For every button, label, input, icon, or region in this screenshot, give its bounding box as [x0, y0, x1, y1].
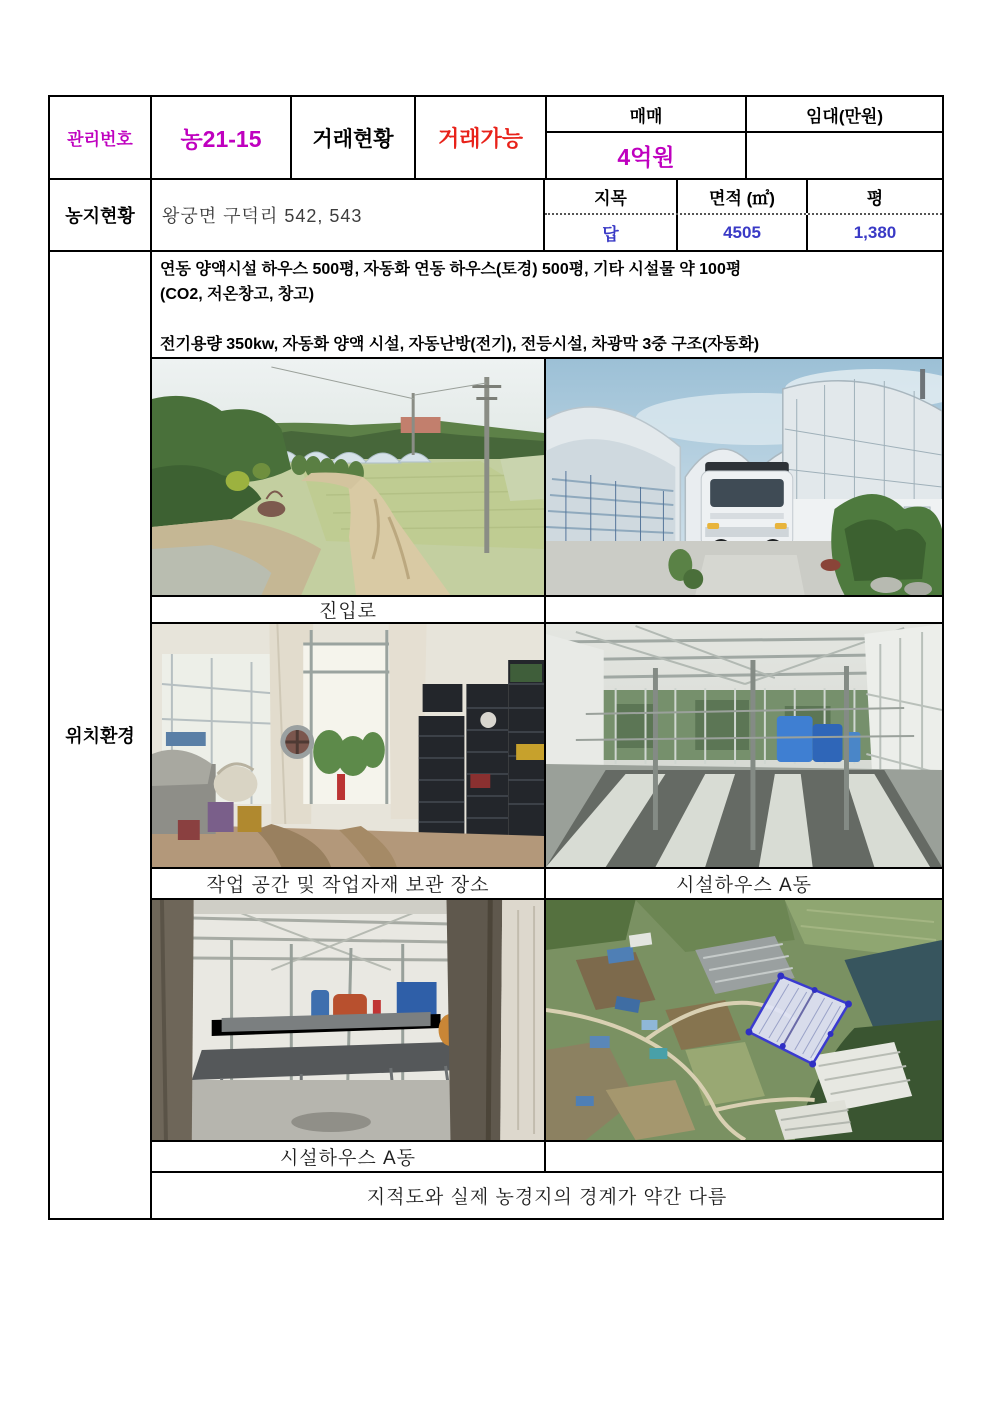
facility-description — [152, 252, 942, 359]
description-line-3: 전기용량 350kw, 자동화 양액 시설, 자동난방(전기), 전등시설, 차광막 3중 구조(자동화) — [160, 336, 760, 353]
header-row — [50, 97, 942, 180]
sale-label: 매매 — [547, 97, 747, 131]
land-area-header: 면적 (㎡) — [678, 180, 808, 213]
price-grid — [547, 97, 942, 178]
farmland-label: 농지현황 — [50, 180, 152, 250]
caption-row3-right-empty — [546, 1142, 942, 1171]
photo-greenhouse-a-interior — [546, 624, 942, 867]
lease-label: 임대(만원) — [805, 106, 883, 126]
listing-sheet — [48, 95, 944, 1220]
sale-price-value: 4억원 — [547, 133, 747, 178]
photo-row-3 — [152, 900, 942, 1140]
farmland-address: 왕궁면 구덕리 542, 543 — [152, 180, 545, 250]
photo-access-road — [152, 359, 546, 595]
lease-price-value — [747, 133, 942, 178]
caption-row1-right-empty — [546, 597, 942, 622]
photo-work-storage-space — [152, 624, 546, 867]
land-pyeong-header: 평 — [866, 189, 884, 208]
caption-row-2 — [152, 867, 942, 900]
land-detail-grid — [545, 180, 942, 250]
management-no-label: 관리번호 — [50, 97, 152, 178]
photo-row-1 — [152, 359, 942, 595]
land-category-header: 지목 — [545, 180, 678, 213]
transaction-status-label: 거래현황 — [292, 97, 416, 178]
photo-greenhouse-exterior-truck — [546, 359, 942, 595]
photo-row-2 — [152, 624, 942, 867]
photo-satellite-parcel-map — [546, 900, 942, 1140]
caption-work-space: 작업 공간 및 작업자재 보관 장소 — [152, 869, 546, 898]
management-no-value: 농21-15 — [152, 97, 292, 178]
caption-greenhouse-a: 시설하우스 A동 — [675, 875, 813, 896]
land-category-value: 답 — [545, 215, 678, 250]
land-pyeong-value: 1,380 — [853, 222, 897, 242]
farmland-row — [50, 180, 942, 252]
caption-greenhouse-a-2: 시설하우스 A동 — [152, 1142, 546, 1171]
crate-stacks — [419, 660, 544, 836]
location-label: 위치환경 — [50, 252, 152, 1218]
caption-row-1 — [152, 595, 942, 624]
boundary-note: 지적도와 실제 농경지의 경계가 약간 다름 — [366, 1187, 728, 1208]
caption-access-road: 진입로 — [152, 597, 546, 622]
caption-row-3 — [152, 1140, 942, 1173]
photo-greenhouse-a-interior-2 — [152, 900, 546, 1140]
transaction-status-value: 거래가능 — [416, 97, 547, 178]
description-line-2: (CO2, 저온창고, 창고) — [160, 286, 315, 303]
description-line-1: 연동 양액시설 하우스 500평, 자동화 연동 하우스(토경) 500평, 기타 시설물 약 100평 — [160, 261, 742, 278]
land-area-value: 4505 — [678, 215, 808, 250]
location-row — [50, 252, 942, 1218]
